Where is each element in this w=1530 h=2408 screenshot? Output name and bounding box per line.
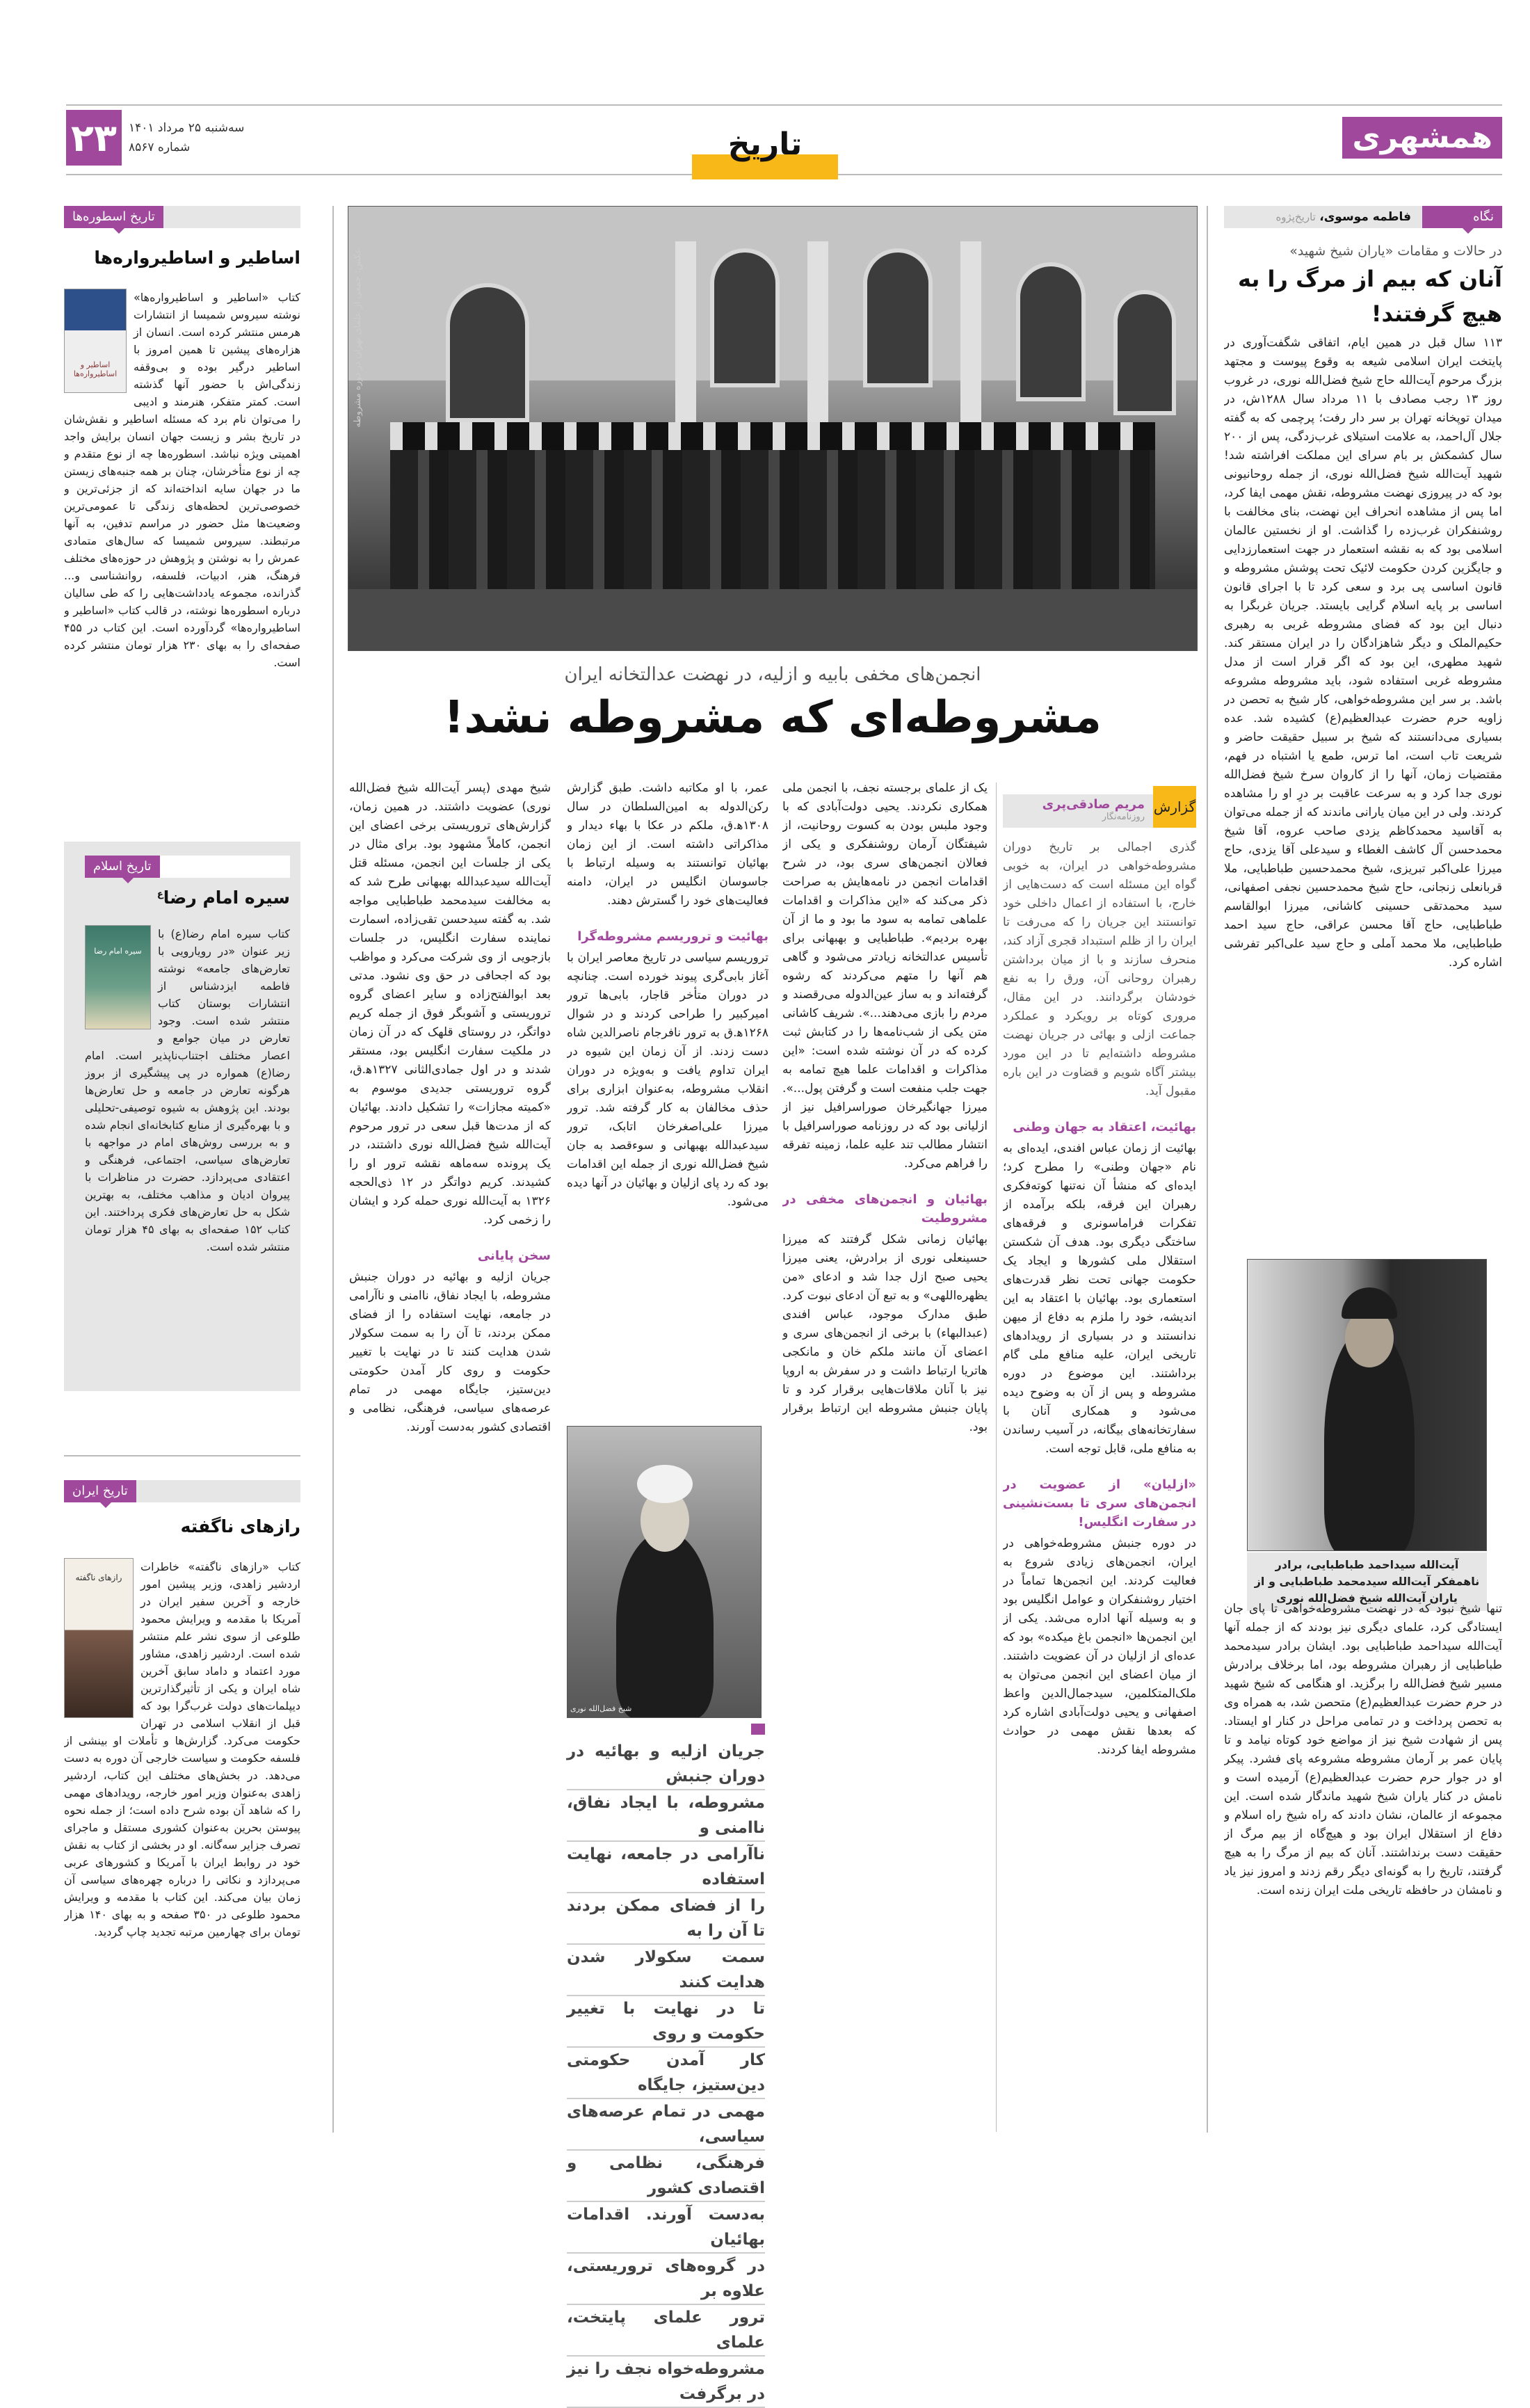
subheading: سخن پایانی [477,1249,551,1263]
section-tag: تاریخ ایران [64,1480,136,1502]
section-tag: تاریخ اسلام [85,856,160,878]
review-title: اساطیر و اساطیرواره‌ها [94,248,300,268]
subheading: بهائیت و تروریسم مشروطه‌گرا [577,929,768,944]
photo-credit: عکس: جمعی از علمای تهران در دوره مشروطه [353,248,363,428]
subheading: بهائیان و انجمن‌های مخفی در مشروطیت [782,1192,988,1226]
right-sidebar [1224,206,1502,331]
page-number: ۲۳ [66,110,122,166]
newspaper-logo[interactable]: همشهری [1342,117,1502,159]
book-review-1 [64,206,300,268]
article-body: ۱۱۳ سال قبل در همین ایام، اتفاقی شگفت‌آوری در پایتخت ایران اسلامی شیعه به وقوع پیوست و مجتهد بزرگ مرحوم آیت‌الله حاج شیخ فضل‌الله نوری، در غروب روز ۱۳ رجب مصادف با ۱۱ مرداد سال ۱۲۸۸ش، در میدان توپخانه تهران بر سر دار رفت؛ پرچمی که به گفته جلال آل‌احمد، به علامت استیلای غرب‌زدگی، پس از ۲۰۰ سال کشمکش بر بام سرای این مملکت افراشته شد! شهید آیت‌الله شیخ فضل‌الله نوری، از جمله روحانیونی بود که در پیروزی نهضت مشروطه، نقش مهمی ایفا کرد، اما پس از مشاهده انحراف این نهضت، بنای مخالفت با روشنفکران غرب‌زده را گذاشت. او از نخستین عالمان اسلامی بود که به نقشه استعمار در جهت استعمارزدایی و جایگزین کردن حکومت لائیک تحت پوشش مشروطه و قانون اساسی پی برد و سعی کرد تا با اجرای قانون اساسی بر پایه اسلام گرایی بایستد. جریان غربگرا به دنبال این بود که فضای مشروطه غربی به رهبری حکیم‌الملک و دیگر شاهزادگان را در ایران مستقر کند. شهید مطهری، این بود که اگر قرار است از مدل مشروطه غربی استفاده شود، باید مشروطه مشروعه باشد. بر سر این مشروطه‌خواهی، کار شیخ به تحصن در زاویه حرم حضرت عبدالعظیم(ع) کشیده شد. عده بسیاری می‌دانستند که شیخ بر سبیل حقیقت حاضر و شریعت تاب است، اما ترس، طمع یا اشتباه در فهم، مقتضیات زمان، آنها را از کاروان سرخ شیخ فضل‌الله نوری جدا کرد و به سرعت عاقبت بر درِ او را مشاهده کردند. ولی در این میان یارانی ماندند که از جمله می‌توان به آقاسید محمدکاظم یزدی صاحب عروه، آقا شیخ محمدحسن آل کاشف الغطاء و سیدعلی آقا یزدی، حاج میرزا علی‌اکبر تبریزی، شیخ محمدحسین طباطبایی، ملا قربانعلی زنجانی، حاج شیخ محمدحسین نجفی اصفهانی، سید محمدتقی حسینی کاشانی، میرزا ابوالقاسم طباطبایی، حاج آقا محسن عراقی، حاج سید احمد طباطبایی، ملا محمد آملی و حاج سید علی‌اکبر تفرشی اشاره کرد. [1224,336,1502,970]
article-headline: مشروطه‌ای که مشروطه نشد! [444,692,1102,744]
issue-date: سه‌شنبه ۲۵ مرداد ۱۴۰۱ [129,121,245,135]
article-subtitle: انجمن‌های مخفی بابیه و ازلیه، در نهضت عدالتخانه ایران [564,664,981,685]
portrait-photo [1247,1259,1487,1551]
book-review-3 [64,1480,300,1536]
section-title: تاریخ [692,127,838,162]
kicker: در حالات و مقامات «یاران شیخ شهید» [1289,243,1502,259]
article-column-1: گذری اجمالی بر تاریخ دوران مشروطه‌خواهی در ایران، به خوبی گواه این مسئله است که دست‌هایی از خارج، با استفاده از اعمال داخلی خود توانستند این جریان را که می‌رفت تا ایران را از ظلم استبداد قجری آزاد کند، منحرف سازند و با از میان برداشتن رهبران روحانی آن، ورق را به نفع خودشان برگردانند. در این مقال، مروری کوتاه بر رویکرد و عملکرد جماعت ازلی و بهائی در جریان نهضت مشروطه داشته‌ایم تا در این مورد بیشتر آگاه شویم و قضاوت در این باره مقبول آید. بهائیت، اعتقاد به جهان وطنی بهائیت از زمان عباس افندی، ایده‌ای به نام «جهان وطنی» را مطرح کرد؛ ایده‌ای که منشأ آن نه‌تنها کوته‌فکری رهبران این فرقه، بلکه برآمده از تفکرات فراماسونری و فرقه‌های ساختگی دیگری بود. هدف آن شکستن استقلال ملی کشورها و ایجاد یک حکومت جهانی تحت نظر قدرت‌های استعماری بود. بهائیان با اعتقاد به این اندیشه، خود را ملزم به دفاع از میهن ندانستند و در بسیاری از رویدادهای تاریخی ایران، علیه منافع ملی گام برداشتند. این موضوع در دوره مشروطه و پس از آن به وضوح دیده می‌شود و همکاری آنان با سفارتخانه‌های بیگانه، در آسیب رساندن به منافع ملی، قابل توجه است. «ازلیان» از عضویت در انجمن‌های سری تا بست‌نشینی در سفارت انگلیس! در دوره جنبش مشروطه‌خواهی در ایران، انجمن‌های زیادی شروع به فعالیت کردند. این انجمن‌ها تماماً در اختیار روشنفکران و عوامل انگلیس بود و به وسیله آنها اداره می‌شد. یکی از این انجمن‌ها «انجمن باغ میکده» بود که عده‌ای از ازلیان در آن عضویت داشتند. از میان اعضای این انجمن می‌توان به ملک‌المتکلمین، سیدجمال‌الدین واعظ اصفهانی و یحیی دولت‌آبادی اشاره کرد که بعدها نقش مهمی در حوادث مشروطه ایفا کردند. [1003,840,1196,1757]
review-body: کتاب «رازهای ناگفته» خاطرات اردشیر زاهدی، وزیر پیشین امور خارجه و آخرین سفیر ایران در آمریکا با مقدمه و ویرایش محمود طلوعی از سوی نشر علم منتشر شده است. اردشیر زاهدی، مشاور مورد اعتماد و داماد سابق آخرین شاه ایران و یکی از تأثیرگذارترین دیپلمات‌های دولت غرب‌گرا بود که قبل از انقلاب اسلامی در تهران حکومت می‌کرد. گزارش‌ها و تأملات او بینشی از فلسفه حکومت و سیاست خارجی آن دوره به دست می‌دهد. در بخش‌های مختلف این کتاب، اردشیر زاهدی به‌عنوان وزیر امور خارجه، رویدادهای مهمی را که شاهد آن بوده شرح داده است؛ از جمله نحوه پیوستن بحرین به‌عنوان کشوری مستقل و ماجرای تصرف جزایر سه‌گانه. او در بخشی از کتاب به نقش خود در روابط ایران با آمریکا و کشورهای عربی می‌پردازد و نکاتی را درباره چهره‌های سیاسی آن زمان بیان می‌کند. این کتاب با مقدمه و ویرایش محمود طلوعی در ۳۵۰ صفحه و به بهای ۱۴۰ هزار تومان برای چهارمین مرتبه تجدید چاپ گردید. [64,1560,300,1939]
review-body: کتاب سیره امام رضا(ع) با زیر عنوان «در رویارویی با تعارض‌های جامعه» نوشته فاطمه ایزدشناس از انتشارات بوستان کتاب منتشر شده است. وجود تعارض در میان جوامع و اعصار مختلف اجتناب‌ناپذیر است. امام رضا(ع) همواره در پی پیشگیری از بروز هرگونه تعارض در جامعه و حل تعارض‌ها بودند. این پژوهش به شیوه توصیفی-تحلیلی و با بهره‌گیری از منابع کتابخانه‌ای انجام شده و به بررسی روش‌های امام در مواجهه با تعارض‌های سیاسی، اجتماعی، فرهنگی و اعتقادی می‌پردازد. حضرت در مناظرات با پیروان ادیان و مذاهب مختلف، به بهترین شکل به حل تعارض‌های فکری پرداختند. این کتاب ۱۵۲ صفحه‌ای به بهای ۴۵ هزار تومان منتشر شده است. [85,927,290,1253]
article-body-continued: تنها شیخ نبود که در نهضت مشروطه‌خواهی تا پای جان ایستادگی کرد، علمای دیگری نیز بودند که از جمله آنها آیت‌الله سیداحمد طباطبایی بود. ایشان برادر سیدمحمد طباطبایی از رهبران مشروطه بود، اما برخلاف برادرش مسیر شیخ فضل‌الله را برگزید. او هنگامی که شیخ شهید در حرم حضرت عبدالعظیم(ع) متحصن شد، به همراه وی به تحصن پرداخت و در تمامی مراحل در کنار او ایستاد. پس از شهادت شیخ نیز از مواضع خود کوتاه نیامد و تا پایان عمر بر آرمان مشروطه مشروعه پای فشرد. پیکر او در جوار حرم حضرت عبدالعظیم(ع) آرمیده است و نامش در کنار یاران شیخ شهید ماندگار شده است. این مجموعه از عالمان، نشان دادند که راه شیخ راه اسلام و دفاع از استقلال ایران بود و هیچ‌گاه از بیم مرگ از حقیقت دست برنداشتند. آنان که بیم از مرگ را به هیچ گرفتند، تاریخ را به گونه‌ای دیگر رقم زدند و امروز نیز یاد و نامشان در حافظه تاریخی ملت ایران زنده است. [1224,1602,1502,1897]
subheading: «ازلیان» از عضویت در انجمن‌های سری تا بست‌نشینی در سفارت انگلیس! [1003,1477,1196,1530]
report-byline [1003,786,1196,828]
review-title: سیره امام رضا$^ع$ [156,888,290,908]
article-column-3: عمر، با او مکاتبه داشت. طبق گزارش رکن‌الدوله به امین‌السلطان در سال ۱۳۰۸ه‍.ق، ملکم در عکا با بهاء دیدار و مذاکراتی داشته است. از این زمان بهائیان توانستند به وسیله ارتباط با جاسوسان انگلیس در ایران، دامنه فعالیت‌های خود را گسترش دهند. بهائیت و تروریسم مشروطه‌گرا تروریسم سیاسی در تاریخ معاصر ایران با آغاز بابی‌گری پیوند خورده است. چنانچه در دوران متأخر قاجار، بابی‌ها ترور امیرکبیر را طراحی کردند و در شوال ۱۲۶۸ه‍.ق به ترور نافرجام ناصرالدین شاه دست زدند. از آن زمان این شیوه در ایران تداوم یافت و به‌ویژه در دوران انقلاب مشروطه، به‌عنوان ابزاری برای حذف مخالفان به کار گرفته شد. ترور میرزا علی‌اصغرخان اتابک، ترور سیدعبدالله بهبهانی و سوءقصد به جان شیخ فضل‌الله نوری از جمله این اقدامات بود که رد پای ازلیان و بهائیان در آنها دیده می‌شود. [567,781,768,1209]
byline: فاطمه موسوی، تاریخ‌پژوه [1224,206,1422,228]
article-title: آنان که بیم از مرگ را به هیچ گرفتند! [1237,266,1502,327]
pull-quote: جریان ازلیه و بهائیه در دوران جنبش مشروطه، با ایجاد نفاق، ناامنی و ناآرامی در جامعه، نهایت استفاده را از فضای ممکن بردند تا آن را به سمت سکولار شدن هدایت کنند تا در نهایت با تغییر حکومت و روی کار آمدن حکومتی دین‌ستیز، جایگاه مهمی در تمام عرصه‌های سیاسی، فرهنگی، نظامی و اقتصادی کشور به‌دست آورند. اقدامات بهائیان در گروه‌های تروریستی، علاوه بر ترور علمای پایتخت، علمای مشروطه‌خواه نجف را نیز در برگرفت [567,1739,765,2408]
book-cover: اساطیر و اساطیرواره‌ها [64,289,127,393]
report-author-role: روزنامه‌نگار [1102,812,1145,822]
portrait-photo-2 [567,1426,762,1718]
subheading: بهائیت، اعتقاد به جهان وطنی [1013,1120,1196,1134]
article-column-4: شیخ مهدی (پسر آیت‌الله شیخ فضل‌الله نوری) عضویت داشتند. در همین زمان، گزارش‌های تروریستی برخی اعضای این انجمن، کاملاً مشهود بود. برای مثال در یکی از جلسات این انجمن، مسئله قتل آیت‌الله سیدعبدالله بهبهانی طرح شد که به مخالفت سیدمحمد طباطبایی مواجه شد. به گفته سیدحسن تقی‌زاده، اسمارت نماینده سفارت انگلیس، در جلسات بازجویی از وی شرکت می‌کرد و مواظب بود که اجحافی در حق وی نشود. مدتی بعد ابوالفتح‌زاده و سایر اعضای گروه تروریستی و آشوبگر فوق از جمله کریم دواتگر، در روستای قلهک که در آن زمان در ملکیت سفارت انگلیس بود، مستقر شدند و در اول جمادی‌الثانی ۱۳۲۷ه‍.ق، گروه تروریستی جدیدی موسوم به «کمیته مجازات» را تشکیل دادند. بهائیان که از مدت‌ها قبل سعی در ترور مرحوم آیت‌الله شیخ فضل‌الله نوری داشتند، در یک پرونده سه‌ماهه نقشه ترور او را کشیدند. کریم دواتگر در ۱۲ ذی‌الحجه ۱۳۲۶ به آیت‌الله نوری حمله کرد و ایشان را زخمی کرد. سخن پایانی جریان ازلیه و بهائیه در دوران جنبش مشروطه، با ایجاد نفاق، ناامنی و ناآرامی در جامعه، نهایت استفاده را از فضای ممکن بردند، تا آن را به سمت سکولار شدن هدایت کنند تا در نهایت با تغییر حکومت و روی کار آمدن حکومتی دین‌ستیز، جایگاه مهمی در تمام عرصه‌های سیاسی، فرهنگی، نظامی و اقتصادی کشور به‌دست آورند. [349,781,551,1434]
book-cover: رازهای ناگفته [64,1558,134,1718]
quote-marker [751,1724,765,1735]
main-photo [348,206,1198,651]
review-title: رازهای ناگفته [180,1516,300,1536]
photo-caption: آیت‌الله سیداحمد طباطبایی، برادر ناهمفکر آیت‌الله سیدمحمد طباطبایی و از یاران آیت‌الله شیخ فضل‌الله نوری [1247,1552,1487,1611]
report-author: مریم صادقی‌پری [1042,797,1145,812]
section-tag: تاریخ اسطوره‌ها [64,206,163,228]
report-tag: گزارش [1153,786,1196,828]
review-body: کتاب «اساطیر و اساطیرواره‌ها» نوشته سیروس شمیسا از انتشارات هرمس منتشر کرده است. انسان از هزاره‌های پیشین تا همین امروز با اساطیر درگیر بوده و بی‌وقفه زندگی‌اش با حضور آنها گذشته است. کمتر متفکر، هنرمند و ادیبی را می‌توان نام برد که مسئله اساطیر و نقش‌شان در تاریخ بشر و زیست جهان انسان برایش واجد اهمیتی ویژه نباشد. اسطوره‌ها چه از نوع متقدم و چه از نوع متأخرشان، چنان بر همه جنبه‌های زیستن ما در جهان سایه انداخته‌اند که از جزئی‌ترین و خصوصی‌ترین لحظه‌های زندگی تا عمومی‌ترین وضعیت‌ها مثل حضور در مراسم تدفین، به آنها مرتبطند. سیروس شمیسا که سال‌های متمادی عمرش را به نوشتن و پژوهش در حوزه‌های مختلف فرهنگ، هنر، ادبیات، فلسفه، روانشناسی و... گذرانده، مجموعه یادداشت‌هایی را که طی سالیان درباره اسطوره‌ها نوشته، در قالب کتاب «اساطیر و اساطیرواره‌ها» گردآورده است. این کتاب در ۴۵۵ صفحه‌ای را به بهای ۲۳۰ هزار تومان منتشر کرده است. [64,291,300,669]
issue-info [129,118,244,157]
issue-number: شماره ۸۵۶۷ [129,141,191,154]
article-column-2: یک از علمای برجسته نجف، با انجمن ملی همکاری نکردند. یحیی دولت‌آبادی که با وجود ملبس بودن به کسوت روحانیت، از شیفتگان آرمان روشنفکری و یکی از فعالان انجمن‌های سری بود، در شرح اقدامات انجمن در نامه‌هایش به صراحت ذکر می‌کند که «این مذاکرات و اقدامات علماهی تمامه به سود ما بود و ما از آن بهره بردیم». طباطبایی و بهبهانی برای تأسیس عدالتخانه زیادتر می‌شود و گاهی هم آنها را متهم می‌کردند که رشوه گرفته‌اند و به ساز عین‌الدوله می‌رقصند و مردم را بازی می‌دهند...». شریف کاشانی متن یکی از شب‌نامه‌ها را در کتابش ثبت کرده که در آن نوشته شده است: «این مذاکرات و اقدامات علما هیچ تمامه به جهت جلب منفعت است و گرفتن پول...». میرزا جهانگیرخان صوراسرافیل نیز از ازلیانی بود که در روزنامه صوراسرافیل با انتشار مطالب تند علیه علما، زمینه تفرقه را فراهم می‌کرد. بهائیان و انجمن‌های مخفی در مشروطیت بهائیان زمانی شکل گرفتند که میرزا حسینعلی نوری از برادرش، یعنی میرزا یحیی صبح ازل جدا شد و ادعای «من یظهره‌اللهی» و به تبع آن ادعای نبوت کرد. طبق مدارک موجود، عباس افندی (عبدالبهاء) با برخی از انجمن‌های سری و اعضای آن مانند ملکم خان و مانکجی هاتریا ارتباط داشت و در سفرش به اروپا نیز با آنان ملاقات‌هایی برقرار کرد و تا پایان جنبش مشروطه این ارتباط برقرار بود. [782,781,988,1434]
section-tag: نگاه [1422,206,1502,228]
photo-caption: شیخ فضل‌الله نوری [570,1704,632,1713]
book-cover: سیره امام رضا [85,925,151,1029]
